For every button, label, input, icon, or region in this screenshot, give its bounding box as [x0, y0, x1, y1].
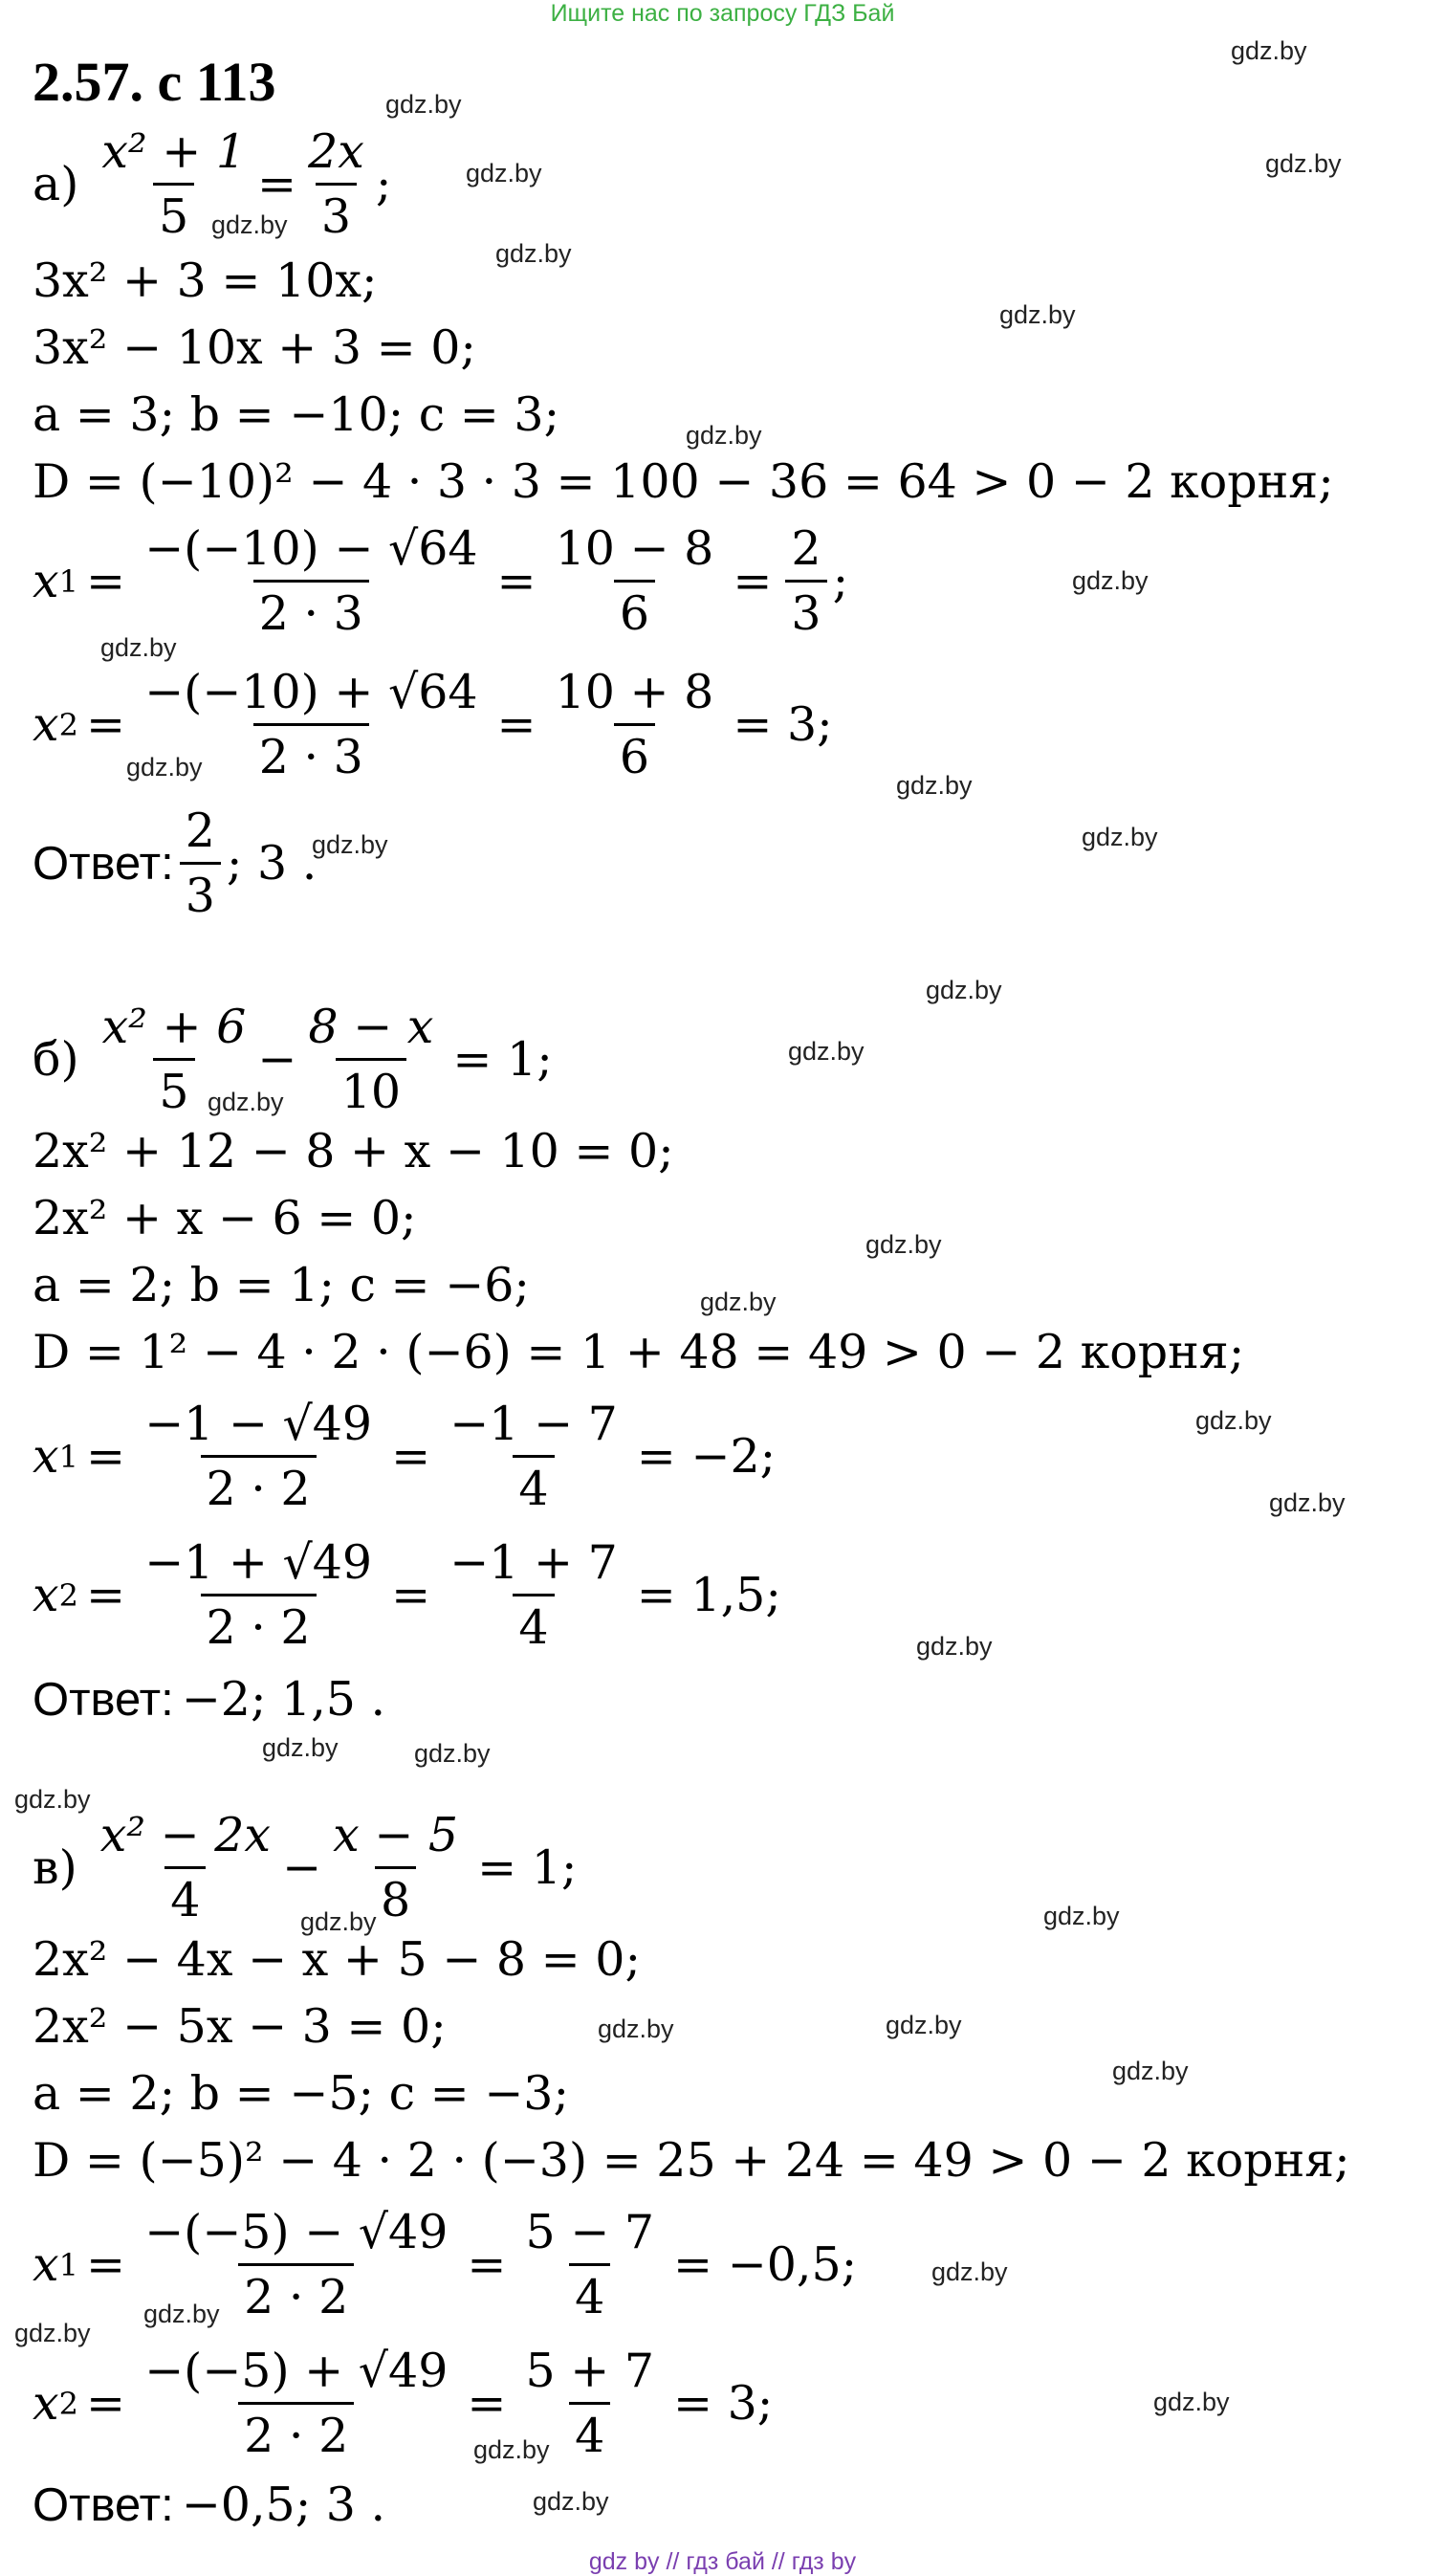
fraction [180, 804, 221, 923]
part-c-coefficients: a = 2; b = −5; c = −3; [33, 2066, 569, 2121]
part-b-step-1: 2x² + 12 − 8 + x − 10 = 0; [33, 1124, 674, 1178]
part-b-discriminant: D = 1² − 4 · 2 · (−6) = 1 + 48 = 49 > 0 − 2 корня; [33, 1325, 1245, 1379]
terminator: = 1,5; [636, 1568, 781, 1622]
part-c-root-2: x 2 = $\frac{-(-5) + √49}{2 \cdot 2}$ = $\frac{5 + 7}{4}$ = 3; [33, 2344, 774, 2463]
watermark-text: gdz.by [100, 633, 177, 662]
watermark-text: gdz.by [1195, 1406, 1272, 1435]
part-c-discriminant: D = (−5)² − 4 · 2 · (−3) = 25 + 24 = 49 > 0 − 2 корня; [33, 2133, 1350, 2188]
numerator: −1 − 7 [449, 1397, 618, 1451]
watermark-text: gdz.by [466, 159, 542, 187]
watermark-text: gdz.by [686, 421, 762, 450]
part-a-answer [33, 804, 317, 923]
watermark-text: gdz.by [14, 2319, 91, 2347]
numerator: −(−10) + √64 [144, 665, 478, 719]
numerator: −(−10) − √64 [144, 521, 478, 576]
fraction [139, 1397, 378, 1516]
answer-label: Ответ: [33, 837, 174, 890]
denominator: 2 · 2 [201, 1594, 317, 1655]
watermark-text: gdz.by [1231, 36, 1307, 65]
part-a-coefficients: a = 3; b = −10; c = 3; [33, 387, 560, 442]
part-c-step-2: 2x² − 5x − 3 = 0; [33, 1999, 447, 2054]
watermark-text: gdz.by [14, 1785, 91, 1814]
numerator: x² + 1 [101, 124, 247, 179]
numerator: 5 − 7 [525, 2205, 654, 2259]
fraction [302, 1000, 439, 1119]
denominator: 6 [614, 723, 655, 784]
numerator: x − 5 [333, 1808, 459, 1862]
numerator: −(−5) + √49 [144, 2344, 449, 2398]
watermark-text: gdz.by [312, 830, 388, 859]
operator: = [257, 157, 297, 211]
numerator: 8 − x [308, 1000, 434, 1054]
variable: x [33, 2237, 59, 2292]
terminator: ; [832, 554, 849, 608]
part-b-root-2: x 2 = $\frac{-1 + √49}{2 \cdot 2}$ = $\frac{-1 + 7}{4}$ = 1,5; [33, 1535, 781, 1655]
watermark-text: gdz.by [931, 2257, 1008, 2286]
denominator: 4 [569, 2263, 610, 2324]
watermark-text: gdz.by [385, 90, 462, 119]
denominator: 5 [153, 1058, 194, 1119]
subscript: 1 [58, 1438, 78, 1475]
terminator: = −0,5; [673, 2237, 858, 2292]
fraction [95, 1808, 276, 1927]
variable: x [33, 1568, 59, 1622]
part-a-step-1: 3x² + 3 = 10x; [33, 253, 378, 308]
watermark-text: gdz.by [208, 1088, 284, 1116]
numerator: −1 + 7 [449, 1535, 618, 1590]
denominator: 3 [316, 183, 357, 244]
denominator: 5 [153, 183, 194, 244]
part-a-root-2: x 2 = $\frac{-(-10) + √64}{2 \cdot 3}$ = $\frac{10 + 8}{6}$ = 3; [33, 665, 833, 784]
answer-value: −0,5; 3 . [181, 2477, 386, 2532]
denominator: 8 [375, 1866, 416, 1927]
terminator: = 1; [477, 1840, 578, 1895]
fraction [444, 1397, 624, 1516]
part-b-root-1: x 1 = $\frac{-1 - √49}{2 \cdot 2}$ = $\frac{-1 - 7}{4}$ = −2; [33, 1397, 777, 1516]
exercise-heading: 2.57. с 113 [33, 51, 276, 113]
part-c-step-1: 2x² − 4x − x + 5 − 8 = 0; [33, 1932, 641, 1987]
watermark-text: gdz.by [126, 753, 203, 782]
denominator: 6 [614, 580, 655, 641]
numerator: x² + 6 [101, 1000, 247, 1054]
watermark-text: gdz.by [1043, 1902, 1120, 1930]
denominator: 4 [164, 1866, 206, 1927]
answer-label: Ответ: [33, 1673, 174, 1726]
denominator: 2 · 2 [238, 2402, 354, 2463]
fraction [139, 2344, 453, 2463]
variable: x [33, 697, 59, 752]
watermark-text: gdz.by [533, 2487, 609, 2516]
numerator: 5 + 7 [525, 2344, 654, 2398]
part-b-answer [33, 1672, 385, 1727]
denominator: 2 · 3 [253, 723, 369, 784]
part-a-label: а) [33, 157, 79, 211]
watermark-text: gdz.by [865, 1230, 942, 1259]
denominator: 4 [513, 1594, 554, 1655]
watermark-text: gdz.by [143, 2300, 220, 2328]
answer-value: ; 3 . [226, 836, 317, 891]
fraction [550, 665, 720, 784]
subscript: 2 [58, 1576, 78, 1614]
fraction [785, 521, 826, 641]
denominator: 3 [785, 580, 826, 641]
subscript: 2 [58, 2385, 78, 2422]
fraction [139, 1535, 378, 1655]
watermark-text: gdz.by [700, 1288, 777, 1316]
watermark-text: gdz.by [1269, 1488, 1346, 1517]
watermark-text: gdz.by [1072, 566, 1149, 595]
watermark-text: gdz.by [1112, 2057, 1189, 2085]
watermark-text: gdz.by [211, 210, 288, 239]
denominator: 4 [569, 2402, 610, 2463]
fraction [302, 124, 370, 244]
watermark-text: gdz.by [300, 1907, 377, 1936]
fraction [519, 2205, 660, 2324]
watermark-text: gdz.by [788, 1037, 865, 1066]
denominator: 2 · 2 [238, 2263, 354, 2324]
watermark-text: gdz.by [916, 1632, 993, 1661]
operator: − [282, 1840, 322, 1895]
part-b-equation [33, 1000, 553, 1119]
subscript: 2 [58, 706, 78, 743]
operator: − [257, 1032, 297, 1087]
numerator: 10 − 8 [555, 521, 714, 576]
watermark-text: gdz.by [1265, 149, 1342, 178]
answer-value: −2; 1,5 . [181, 1672, 386, 1727]
subscript: 1 [58, 2246, 78, 2283]
footer-links[interactable]: gdz by // гдз бай // гдз by [588, 2548, 857, 2575]
watermark-text: gdz.by [262, 1733, 339, 1762]
watermark-text: gdz.by [598, 2015, 674, 2043]
denominator: 3 [180, 862, 221, 923]
watermark-text: gdz.by [1153, 2388, 1230, 2416]
variable: x [33, 1429, 59, 1484]
terminator: = −2; [636, 1429, 777, 1484]
denominator: 2 · 2 [201, 1455, 317, 1516]
denominator: 2 · 3 [253, 580, 369, 641]
watermark-text: gdz.by [414, 1739, 491, 1768]
part-a-root-1: x 1 = $\frac{-(-10) - √64}{2 \cdot 3}$ = $\frac{10 - 8}{6}$ = $\frac{2}{3}$ ; [33, 521, 849, 641]
part-c-label: в) [33, 1840, 77, 1895]
fraction [444, 1535, 624, 1655]
numerator: −1 + √49 [144, 1535, 373, 1590]
variable: x [33, 554, 59, 608]
part-c-answer [33, 2477, 385, 2532]
part-a-discriminant: D = (−10)² − 4 · 3 · 3 = 100 − 36 = 64 > 0 − 2 корня; [33, 454, 1334, 509]
terminator: = 3; [673, 2376, 774, 2431]
numerator: 2 [185, 804, 215, 858]
watermark-text: gdz.by [896, 771, 973, 800]
terminator: ; [375, 157, 392, 211]
fraction [139, 521, 483, 641]
subscript: 1 [58, 562, 78, 600]
numerator: −1 − √49 [144, 1397, 373, 1451]
part-b-coefficients: a = 2; b = 1; c = −6; [33, 1258, 530, 1312]
watermark-text: gdz.by [495, 239, 572, 268]
watermark-text: gdz.by [473, 2435, 550, 2464]
part-a-step-2: 3x² − 10x + 3 = 0; [33, 320, 476, 375]
answer-label: Ответ: [33, 2478, 174, 2531]
watermark-text: gdz.by [1082, 823, 1158, 851]
part-c-root-1: x 1 = $\frac{-(-5) - √49}{2 \cdot 2}$ = $\frac{5 - 7}{4}$ = −0,5; [33, 2205, 858, 2324]
denominator: 10 [336, 1058, 406, 1119]
part-b-label: б) [33, 1032, 79, 1087]
numerator: −(−5) − √49 [144, 2205, 449, 2259]
watermark-text: gdz.by [886, 2011, 962, 2039]
terminator: = 1; [452, 1032, 553, 1087]
fraction [550, 521, 720, 641]
numerator: x² − 2x [99, 1808, 271, 1862]
watermark-text: gdz.by [926, 976, 1002, 1004]
denominator: 4 [513, 1455, 554, 1516]
numerator: 2 [791, 521, 821, 576]
numerator: 10 + 8 [555, 665, 714, 719]
variable: x [33, 2376, 59, 2431]
watermark-text: gdz.by [999, 300, 1076, 329]
part-b-step-2: 2x² + x − 6 = 0; [33, 1191, 417, 1245]
terminator: = 3; [733, 697, 833, 752]
search-banner[interactable]: Ищите нас по запросу ГДЗ Бай [550, 0, 895, 27]
numerator: 2x [308, 124, 364, 179]
